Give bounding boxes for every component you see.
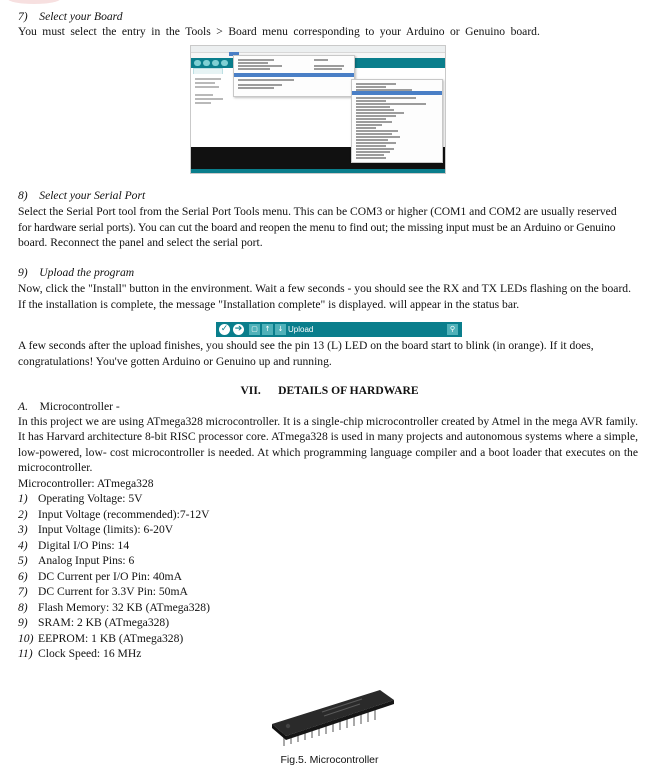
spec-item xyxy=(18,600,210,615)
micro-name: Microcontroller: ATmega328 xyxy=(18,477,154,490)
submenu-item xyxy=(356,83,396,85)
spec-number: 6) xyxy=(18,570,28,583)
step7-heading xyxy=(18,9,123,24)
code-line xyxy=(195,78,221,80)
spec-item xyxy=(18,491,143,506)
submenu-item xyxy=(356,106,390,108)
spec-text: Input Voltage (limits): 6-20V xyxy=(38,523,174,536)
spec-item xyxy=(18,615,169,630)
spec-item xyxy=(18,553,134,568)
submenu-item xyxy=(356,151,390,153)
submenu-item xyxy=(356,148,394,150)
subsection-heading xyxy=(18,399,120,414)
spec-number: 1) xyxy=(18,492,28,505)
microcontroller-chip-image xyxy=(262,684,400,752)
spec-text: Clock Speed: 16 MHz xyxy=(38,647,142,660)
menu-item xyxy=(238,87,274,89)
submenu-item xyxy=(356,121,392,123)
menu-item xyxy=(238,65,282,67)
spec-item xyxy=(18,584,188,599)
ide-open-icon xyxy=(221,60,228,66)
highlight-mark xyxy=(8,0,60,4)
code-line xyxy=(195,94,213,96)
section-title: DETAILS OF HARDWARE xyxy=(278,384,419,397)
spec-number: 4) xyxy=(18,539,28,552)
chip-notch xyxy=(286,724,290,728)
spec-text: DC Current per I/O Pin: 40mA xyxy=(38,570,182,583)
new-file-icon: ▢ xyxy=(249,324,260,335)
spec-number: 10) xyxy=(18,632,34,645)
spec-number: 9) xyxy=(18,616,28,629)
menu-item xyxy=(238,84,282,86)
spec-text: Analog Input Pins: 6 xyxy=(38,554,135,567)
section-heading xyxy=(0,383,659,398)
arduino-ide-screenshot xyxy=(190,45,446,174)
spec-item xyxy=(18,646,141,661)
ide-new-icon xyxy=(212,60,219,66)
submenu-item xyxy=(356,109,394,111)
submenu-item xyxy=(356,127,376,129)
submenu-item xyxy=(356,100,386,102)
arrow-up-icon: ↑ xyxy=(262,324,273,335)
spec-item xyxy=(18,522,173,537)
spec-text: Digital I/O Pins: 14 xyxy=(38,539,130,552)
spec-number: 8) xyxy=(18,601,28,614)
micro-paragraph: In this project we are using ATmega328 microcontroller. It is a single-chip microcontroller created by Atmel in the mega AVR family. It has Harvard architecture 8-bit RISC processor core. ATmega328 is used in many projects and autonomous systems where a simple, low-powered, low- cost microcontroller is needed. At which programming language compiler and a boot loader that executes on the microcontroller. xyxy=(18,415,638,475)
spec-item xyxy=(18,569,182,584)
step9-number: 9) xyxy=(18,266,28,279)
ide-tools-dropdown xyxy=(233,55,355,97)
section-number: VII. xyxy=(240,384,261,397)
menu-shortcut xyxy=(314,68,342,70)
submenu-item-highlight xyxy=(352,91,442,95)
step7-text: You must select the entry in the Tools > Board menu corresponding to your Arduino or Genuino board. xyxy=(18,25,540,38)
step8-line-1: Select the Serial Port tool from the Serial Port Tools menu. This can be COM3 or higher (COM1 and COM2 are usually reserved xyxy=(18,205,617,218)
menu-shortcut xyxy=(314,59,328,61)
upload-label: Upload xyxy=(288,325,314,334)
code-line xyxy=(195,102,211,104)
arrow-right-icon: ➔ xyxy=(234,324,243,334)
submenu-item xyxy=(356,154,384,156)
spec-number: 7) xyxy=(18,585,28,598)
step7-number: 7) xyxy=(18,10,28,23)
menu-shortcut xyxy=(314,65,344,67)
spec-text: Flash Memory: 32 KB (ATmega328) xyxy=(38,601,210,614)
spec-text: DC Current for 3.3V Pin: 50mA xyxy=(38,585,188,598)
step9-line-2: If the installation is complete, the message "Installation complete" is displayed. will appear in the status bar. xyxy=(18,298,520,311)
menu-item xyxy=(238,68,270,70)
spec-text: Operating Voltage: 5V xyxy=(38,492,143,505)
ide-board-submenu xyxy=(351,79,443,163)
ide-verify-icon xyxy=(194,60,201,66)
ide-upload-icon xyxy=(203,60,210,66)
step8-title: Select your Serial Port xyxy=(39,189,146,202)
arrow-down-icon: ↓ xyxy=(275,324,286,335)
step9-heading xyxy=(18,265,134,280)
step8-line-2: for hardware serial ports). You can cut the board and reopen the menu to find out; the missing input must be an Arduino or Genuino xyxy=(18,221,616,234)
submenu-item xyxy=(356,139,388,141)
magnifier-icon: ⚲ xyxy=(447,324,458,335)
upload-toolbar xyxy=(216,322,462,337)
submenu-item xyxy=(356,142,396,144)
spec-number: 11) xyxy=(18,647,33,660)
submenu-item xyxy=(356,86,386,88)
step8-number: 8) xyxy=(18,189,28,202)
submenu-item xyxy=(356,103,426,105)
ide-status-bar xyxy=(191,169,445,173)
spec-number: 3) xyxy=(18,523,28,536)
submenu-item xyxy=(356,112,404,114)
step8-line-3: board. Reconnect the panel and select the serial port. xyxy=(18,236,263,249)
spec-text: Input Voltage (recommended):7-12V xyxy=(38,508,210,521)
code-line xyxy=(195,98,223,100)
submenu-item xyxy=(356,115,396,117)
menu-item xyxy=(238,59,274,61)
menu-item-board-highlight xyxy=(234,73,354,77)
submenu-item xyxy=(356,130,398,132)
spec-item xyxy=(18,631,183,646)
after-upload-line-1: A few seconds after the upload finishes, you should see the pin 13 (L) LED on the board start to blink (in orange). If it does, xyxy=(18,339,594,352)
spec-item xyxy=(18,507,210,522)
submenu-item xyxy=(356,118,386,120)
menu-item xyxy=(238,79,294,81)
submenu-item xyxy=(356,124,382,126)
subsection-label: A. xyxy=(18,400,28,413)
spec-number: 5) xyxy=(18,554,28,567)
code-line xyxy=(195,86,219,88)
figure-caption: Fig.5. Microcontroller xyxy=(280,754,379,766)
spec-text: EEPROM: 1 KB (ATmega328) xyxy=(38,632,184,645)
step8-heading xyxy=(18,188,145,203)
submenu-item xyxy=(356,157,386,159)
spec-text: SRAM: 2 KB (ATmega328) xyxy=(38,616,170,629)
submenu-item xyxy=(356,145,386,147)
step9-line-1: Now, click the "Install" button in the environment. Wait a few seconds - you should see the RX and TX LEDs flashing on the board. xyxy=(18,282,632,295)
check-icon: ✓ xyxy=(220,324,229,334)
after-upload-line-2: congratulations! You've gotten Arduino or Genuino up and running. xyxy=(18,355,332,368)
step7-title: Select your Board xyxy=(39,10,123,23)
submenu-item xyxy=(356,133,392,135)
step9-title: Upload the program xyxy=(39,266,135,279)
spec-number: 2) xyxy=(18,508,28,521)
submenu-item xyxy=(356,97,416,99)
subsection-title: Microcontroller - xyxy=(39,400,120,413)
spec-item xyxy=(18,538,129,553)
submenu-item xyxy=(356,136,400,138)
code-line xyxy=(195,82,215,84)
menu-item xyxy=(238,62,268,64)
